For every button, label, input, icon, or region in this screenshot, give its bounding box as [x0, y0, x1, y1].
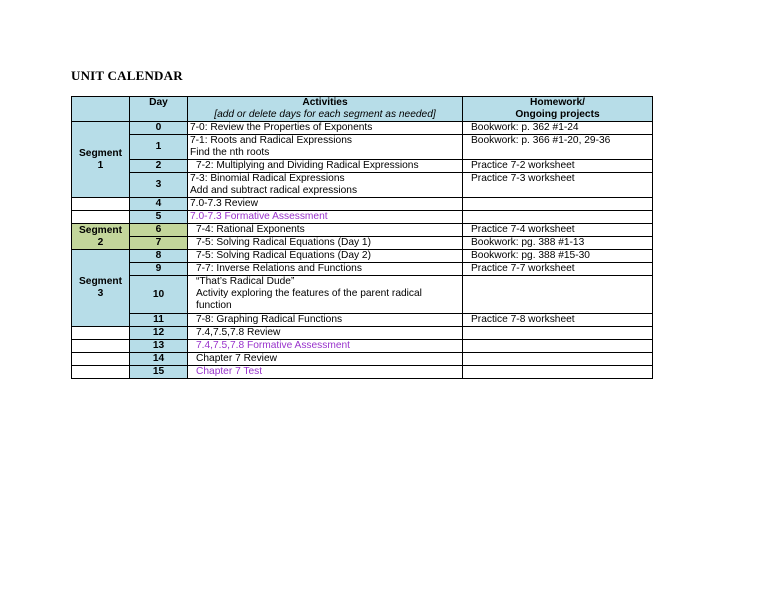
activity-cell: 7-4: Rational Exponents [188, 224, 463, 237]
activity-cell: 7-0: Review the Properties of Exponents [188, 122, 463, 135]
homework-cell: Practice 7-4 worksheet [463, 224, 653, 237]
table-row [72, 250, 653, 263]
activity-line: function [196, 300, 232, 311]
activity-line: Add and subtract radical expressions [190, 185, 358, 196]
table-row [72, 173, 653, 198]
table-row [72, 237, 653, 250]
table-row [72, 340, 653, 353]
activity-cell: 7-5: Solving Radical Equations (Day 2) [188, 250, 463, 263]
segment-blank-cell [72, 366, 130, 379]
day-cell: 15 [130, 366, 188, 379]
segment-2-cell [72, 224, 130, 250]
activity-cell-test: Chapter 7 Test [188, 366, 463, 379]
homework-cell [463, 327, 653, 340]
activity-cell: 7-5: Solving Radical Equations (Day 1) [188, 237, 463, 250]
segment-label: Segment [78, 224, 123, 236]
header-homework-line2: Ongoing projects [515, 109, 600, 120]
day-cell: 2 [130, 160, 188, 173]
segment-number: 3 [97, 288, 104, 299]
segment-blank-cell [72, 340, 130, 353]
homework-cell: Bookwork: p. 362 #1-24 [463, 122, 653, 135]
table-row [72, 224, 653, 237]
homework-cell: Bookwork: pg. 388 #15-30 [463, 250, 653, 263]
activity-cell-assessment: 7.0-7.3 Formative Assessment [188, 211, 463, 224]
homework-cell [463, 366, 653, 379]
header-homework [463, 97, 653, 122]
day-cell: 11 [130, 314, 188, 327]
day-cell: 7 [130, 237, 188, 250]
table-row [72, 122, 653, 135]
table-row [72, 314, 653, 327]
table-row [72, 276, 653, 314]
day-cell: 4 [130, 198, 188, 211]
header-activities-title: Activities [302, 97, 348, 108]
activity-cell: 7-7: Inverse Relations and Functions [188, 263, 463, 276]
segment-label: Segment [78, 147, 123, 159]
day-cell: 10 [130, 276, 188, 314]
homework-cell [463, 340, 653, 353]
segment-label: Segment [78, 276, 123, 287]
day-cell: 13 [130, 340, 188, 353]
activity-cell [188, 276, 463, 314]
day-cell: 3 [130, 173, 188, 198]
activity-line: Find the nth roots [190, 147, 270, 158]
activity-cell: Chapter 7 Review [188, 353, 463, 366]
header-homework-line1: Homework/ [530, 97, 585, 108]
homework-cell [463, 198, 653, 211]
page-title: UNIT CALENDAR [71, 68, 183, 83]
table-row [72, 327, 653, 340]
header-day: Day [130, 97, 188, 122]
table-row [72, 366, 653, 379]
table-row [72, 263, 653, 276]
activity-line: “That’s Radical Dude” [196, 276, 295, 287]
activity-cell: 7-8: Graphing Radical Functions [188, 314, 463, 327]
day-cell: 0 [130, 122, 188, 135]
homework-cell: Practice 7-7 worksheet [463, 263, 653, 276]
activity-line: Activity exploring the features of the parent radical [196, 288, 422, 299]
homework-cell [463, 211, 653, 224]
day-cell: 5 [130, 211, 188, 224]
segment-1-cell [72, 122, 130, 198]
header-row [72, 97, 653, 122]
day-cell: 12 [130, 327, 188, 340]
activity-cell-assessment: 7.4,7.5,7.8 Formative Assessment [188, 340, 463, 353]
segment-blank-cell [72, 198, 130, 211]
table-row [72, 160, 653, 173]
day-cell: 8 [130, 250, 188, 263]
segment-blank-cell [72, 327, 130, 340]
activity-cell: 7-2: Multiplying and Dividing Radical Expressions [188, 160, 463, 173]
day-cell: 6 [130, 224, 188, 237]
activity-cell: 7.4,7.5,7.8 Review [188, 327, 463, 340]
homework-cell [463, 276, 653, 314]
activity-line: 7-3: Binomial Radical Expressions [190, 173, 345, 184]
header-activities [188, 97, 463, 122]
table-row [72, 198, 653, 211]
homework-cell: Practice 7-3 worksheet [463, 173, 653, 198]
table-row [72, 211, 653, 224]
segment-blank-cell [72, 353, 130, 366]
activity-line: 7-1: Roots and Radical Expressions [190, 135, 352, 146]
activity-cell [188, 173, 463, 198]
homework-cell: Practice 7-8 worksheet [463, 314, 653, 327]
unit-calendar-table [71, 96, 653, 379]
segment-blank-cell [72, 211, 130, 224]
header-activities-subtitle: [add or delete days for each segment as needed] [214, 109, 436, 120]
segment-3-cell [72, 250, 130, 327]
homework-cell: Bookwork: pg. 388 #1-13 [463, 237, 653, 250]
segment-number: 1 [97, 159, 104, 171]
homework-cell: Practice 7-2 worksheet [463, 160, 653, 173]
header-blank [72, 97, 130, 122]
segment-number: 2 [97, 236, 104, 248]
day-cell: 14 [130, 353, 188, 366]
homework-cell: Bookwork: p. 366 #1-20, 29-36 [463, 135, 653, 160]
day-cell: 9 [130, 263, 188, 276]
activity-cell [188, 135, 463, 160]
day-cell: 1 [130, 135, 188, 160]
table-row [72, 353, 653, 366]
activity-cell: 7.0-7.3 Review [188, 198, 463, 211]
table-row [72, 135, 653, 160]
homework-cell [463, 353, 653, 366]
